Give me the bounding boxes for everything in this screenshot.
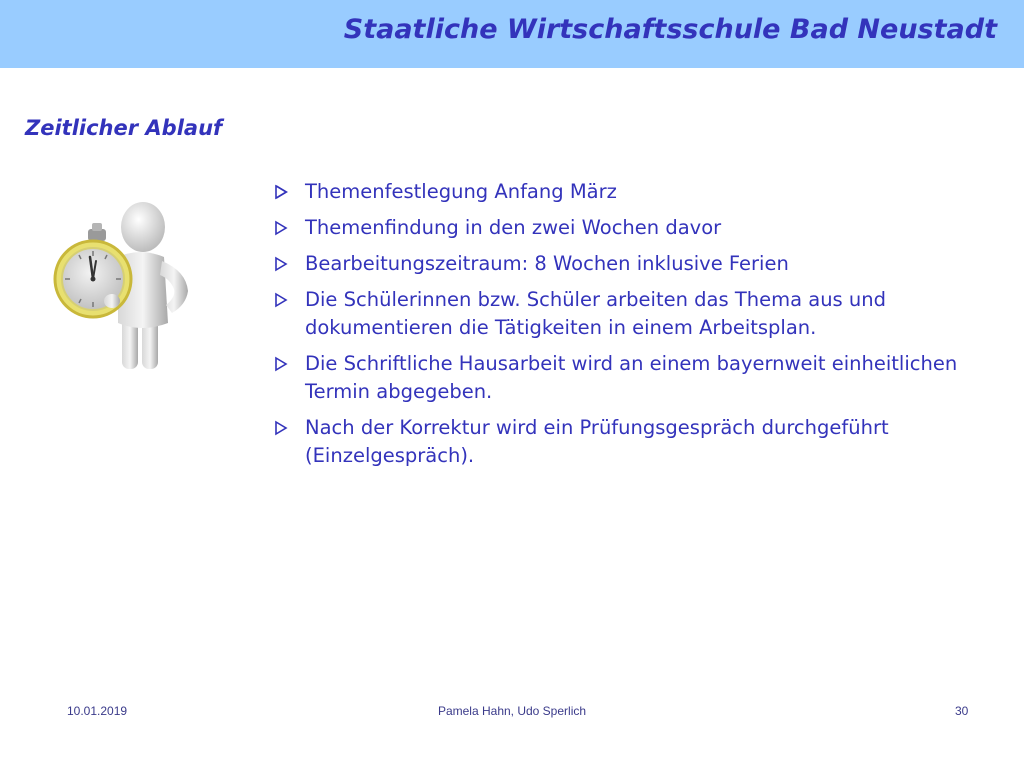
- list-item: [272, 414, 1002, 470]
- list-item: [272, 286, 1002, 342]
- arrow-bullet-icon: [272, 350, 296, 378]
- bullet-text: Die Schülerinnen bzw. Schüler arbeiten das Thema aus und dokumentieren die Tätigkeiten in einem Arbeitsplan.: [305, 288, 887, 339]
- bullet-text: Bearbeitungszeitraum: 8 Wochen inklusive Ferien: [305, 252, 789, 275]
- footer-date: 10.01.2019: [67, 704, 128, 718]
- arrow-bullet-icon: [272, 414, 296, 442]
- person-with-stopwatch-icon: [50, 195, 200, 375]
- list-item: [272, 350, 1002, 406]
- bullet-list: [272, 178, 1002, 478]
- school-title: Staatliche Wirtschaftsschule Bad Neustadt: [343, 14, 997, 45]
- bullet-text: Themenfindung in den zwei Wochen davor: [305, 216, 722, 239]
- list-item: [272, 178, 1002, 206]
- bullet-text: Nach der Korrektur wird ein Prüfungsgespräch durchgeführt (Einzelgespräch).: [305, 416, 889, 467]
- page-number: 30: [955, 704, 969, 718]
- header-bar: [0, 0, 1024, 68]
- arrow-bullet-icon: [272, 178, 296, 206]
- bullet-text: Die Schriftliche Hausarbeit wird an einem bayernweit einheitlichen Termin abgegeben.: [305, 352, 958, 403]
- section-heading: Zeitlicher Ablauf: [25, 116, 223, 140]
- list-item: [272, 250, 1002, 278]
- footer-author: Pamela Hahn, Udo Sperlich: [437, 704, 587, 718]
- arrow-bullet-icon: [272, 286, 296, 314]
- arrow-bullet-icon: [272, 250, 296, 278]
- bullet-text: Themenfestlegung Anfang März: [305, 180, 617, 203]
- list-item: [272, 214, 1002, 242]
- arrow-bullet-icon: [272, 214, 296, 242]
